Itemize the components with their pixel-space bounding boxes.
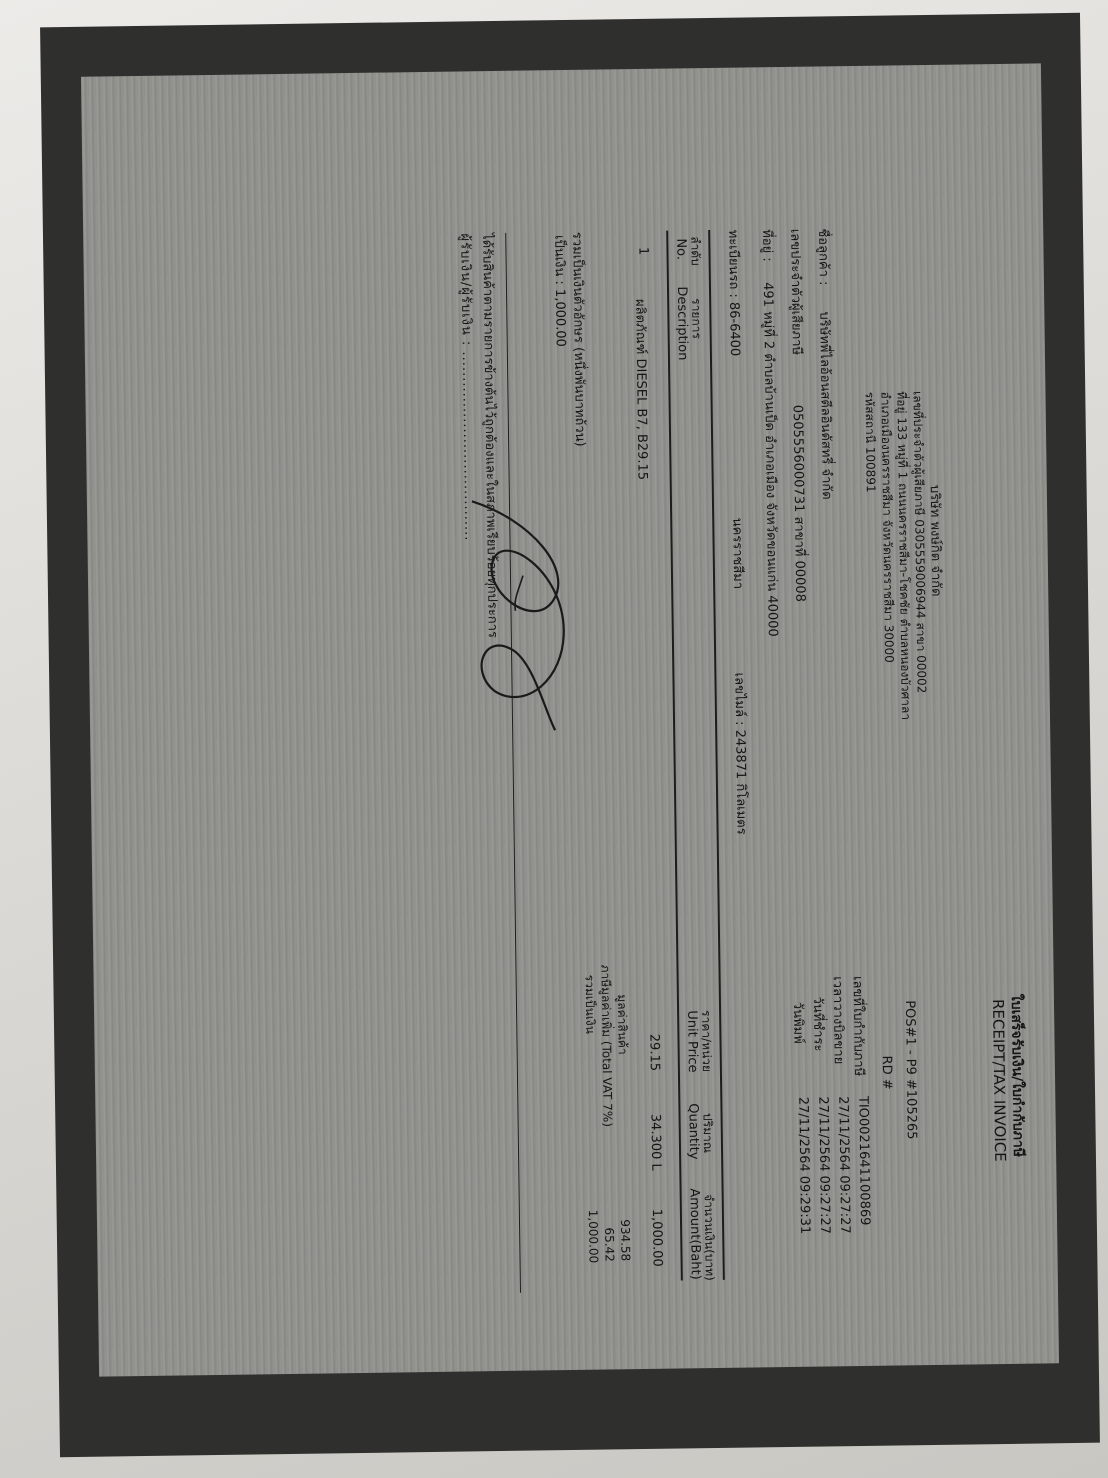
seller-tax-id: เลขที่ประจำตัวผู้เสียภาษี 0305559006944 สาขา 00002 [910, 391, 929, 694]
header-no-th: ลำดับ [688, 236, 703, 266]
header-price-en: Unit Price [684, 1010, 700, 1073]
title-thai: ใบเสร็จรับเงิน/ใบกำกับภาษี [1007, 993, 1027, 1158]
print-date-label: วันพิมพ์ [789, 1001, 806, 1044]
header-qty-en: Quantity [685, 1103, 702, 1160]
pos-number: POS#1 - P9 #105265 [901, 1000, 919, 1140]
table-header-rule [666, 231, 683, 1281]
header-desc-en: Description [673, 286, 690, 361]
row-description: ผลิตภัณฑ์ DIESEL B7, B29.15 [632, 298, 650, 481]
seller-address-2: อำเภอเมืองนครราชสีมา จังหวัดนครราชสีมา 30000 [878, 391, 897, 663]
subtotal-value: 934.58 [617, 1219, 633, 1262]
footer-rule [505, 233, 521, 1293]
receipt-date: 27/11/2564 09:27:27 [815, 1096, 833, 1235]
vehicle-province: นครราชสีมา [729, 517, 746, 590]
header-price-th: ราคา/หน่วย [699, 1010, 714, 1073]
seller-station-code: รหัสสถานี 100891 [862, 391, 878, 493]
header-desc-th: รายการ [689, 298, 704, 339]
total-value: 1,000.00 [585, 1209, 601, 1264]
header-amount-en: Amount(Baht) [686, 1188, 703, 1280]
customer-tax-label: เลขประจำตัวผู้เสียภาษี [787, 228, 804, 356]
customer-address: 491 หมู่ที่ 2 ตำบลบ้านเป็ด อำเภอเมือง จังหวัดขอนแก่น 40000 [759, 282, 780, 637]
amount-in-words: รวมเป็นเงินตัวอักษร (หนึ่งพันบาทถ้วน) [569, 231, 588, 447]
title-english: RECEIPT/TAX INVOICE [988, 998, 1010, 1162]
mileage: เลขไมล์ : 243871 กิโลเมตร [731, 672, 749, 835]
customer-tax-id: 0505556000731 สาขาที่ 00008 [789, 404, 808, 603]
footer-note: ได้รับสินค้าตามรายการข้างต้นไว้ถูกต้องและในสภาพเรียบร้อยทุกประการ [479, 233, 500, 639]
row-no: 1 [635, 246, 651, 256]
invoice-number: TIO0021641100869 [855, 1095, 873, 1226]
header-qty-th: ปริมาณ [700, 1113, 716, 1154]
header-no-en: No. [673, 238, 689, 261]
invoice-number-label: เลขที่ใบกำกับภาษี [849, 975, 867, 1077]
row-amount: 1,000.00 [648, 1208, 665, 1267]
print-date: 27/11/2564 09:29:31 [795, 1096, 813, 1235]
receipt-date-label: วันที่ชำระ [809, 996, 826, 1052]
seller-name: บริษัท พงษ์กิต จำกัด [926, 484, 944, 597]
vat-value: 65.42 [602, 1227, 617, 1262]
receipt-photocopy [81, 63, 1059, 1376]
vehicle-plate: ทะเบียนรถ : 86-6400 [725, 229, 742, 357]
signature-scribble [442, 480, 596, 742]
issue-time: 27/11/2564 09:27:27 [835, 1096, 853, 1234]
issue-time-label: เวลาวางบิลขาย [829, 976, 846, 1065]
header-amount-th: จำนวนเงิน(บาท) [701, 1194, 717, 1281]
total-label: รวมเป็นเงิน [582, 974, 598, 1035]
vat-label: ภาษีมูลค่าเพิ่ม (Total VAT 7%) [598, 964, 615, 1128]
seller-address-1: ที่อยู่ 133 หมู่ที่ 1 ถนนนครราชสีมา-โชคชัย ตำบลหนองบัวศาลา [894, 391, 914, 721]
customer-address-label: ที่อยู่ : [759, 229, 775, 262]
receiver-line: ผู้รับเงิน/ผู้รับเงิน : ..................................... [457, 233, 477, 542]
customer-name: บริษัทพี่ไลอ้อนสตีลอินดัสทรี่ จำกัด [816, 311, 834, 500]
amount-paid: เป็นเงิน : 1,000.00 [551, 235, 568, 348]
customer-name-label: ชื่อลูกค้า : [815, 228, 831, 286]
subtotal-label: มูลค่าสินค้า [614, 994, 630, 1055]
receipt-document [266, 94, 1043, 1344]
row-unit-price: 29.15 [646, 1033, 662, 1072]
rd-number: RD # [878, 1055, 895, 1090]
row-quantity: 34.300 L [647, 1113, 664, 1171]
